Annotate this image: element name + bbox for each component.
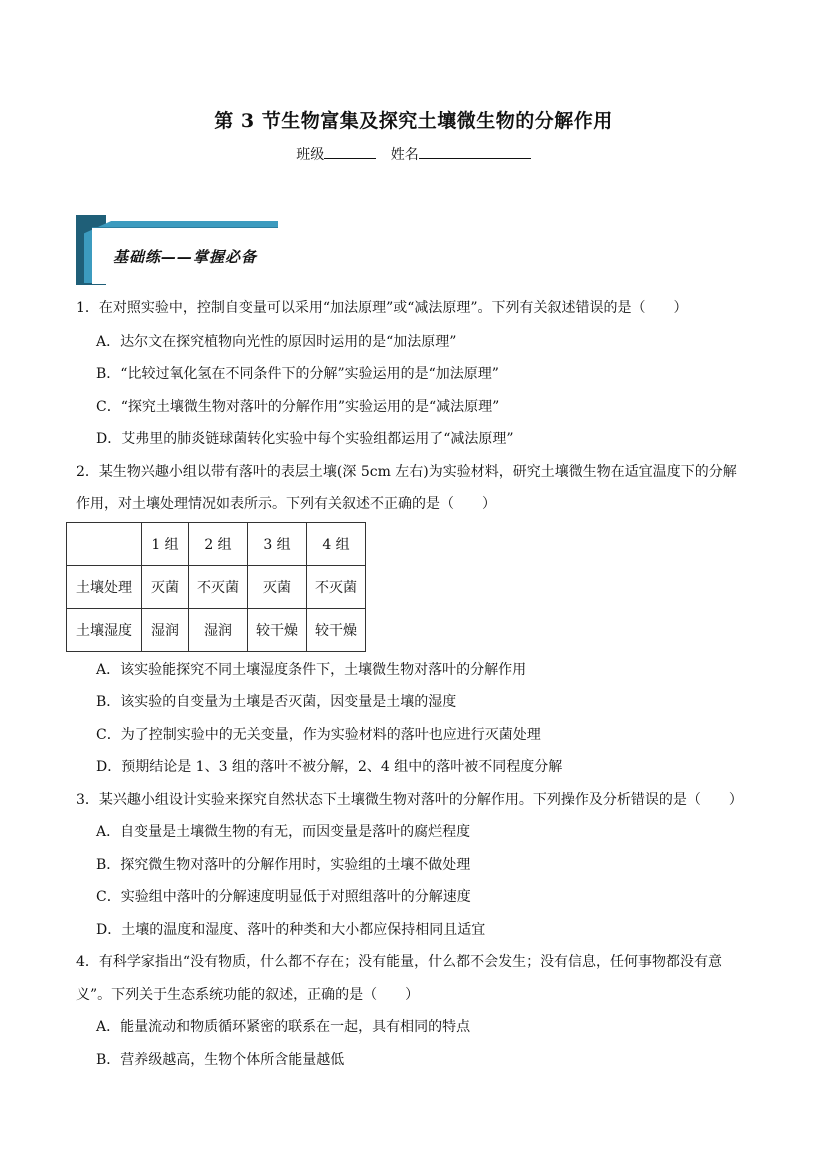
table-cell: 湿润 [142, 609, 189, 652]
name-blank [419, 144, 531, 159]
table-cell: 较干燥 [248, 609, 307, 652]
question-2-option-c: C．为了控制实验中的无关变量，作为实验材料的落叶也应进行灭菌处理 [96, 727, 541, 743]
table-cell: 灭菌 [248, 566, 307, 609]
table-cell: 灭菌 [142, 566, 189, 609]
question-2-option-d: D．预期结论是 1、3 组的落叶不被分解，2、4 组中的落叶被不同程度分解 [96, 759, 563, 775]
question-2-stem-line-1: 2．某生物兴趣小组以带有落叶的表层土壤(深 5cm 左右)为实验材料，研究土壤微生物在适宜温度下的分解 [76, 464, 737, 480]
question-4-stem-line-1: 4．有科学家指出“没有物质，什么都不存在；没有能量，什么都不会发生；没有信息，任何事物都没有意 [76, 954, 723, 970]
table-cell: 3 组 [248, 523, 307, 566]
table-cell [67, 523, 142, 566]
class-label: 班级 [296, 147, 325, 163]
question-3-option-d: D．土壤的温度和湿度、落叶的种类和大小都应保持相同且适宜 [96, 922, 486, 938]
table-header-row [67, 523, 366, 566]
question-1-stem: 1．在对照实验中，控制自变量可以采用“加法原理”或“减法原理”。下列有关叙述错误的是（ ） [76, 300, 688, 316]
banner-label-box [92, 227, 278, 284]
table-cell: 不灭菌 [189, 566, 248, 609]
question-2-option-b: B．该实验的自变量为土壤是否灭菌，因变量是土壤的湿度 [96, 694, 457, 710]
class-blank [324, 144, 376, 159]
table-cell: 较干燥 [307, 609, 366, 652]
question-3-option-c: C．实验组中落叶的分解速度明显低于对照组落叶的分解速度 [96, 889, 471, 905]
question-2-stem-line-2: 作用，对土壤处理情况如表所示。下列有关叙述不正确的是（ ） [76, 496, 496, 512]
table-cell: 土壤处理 [67, 566, 142, 609]
question-3-option-a: A．自变量是土壤微生物的有无，而因变量是落叶的腐烂程度 [96, 824, 471, 840]
question-4-stem-line-2: 义”。下列关于生态系统功能的叙述，正确的是（ ） [76, 987, 420, 1003]
name-label: 姓名 [390, 147, 419, 163]
question-1-option-c: C．“探究土壤微生物对落叶的分解作用”实验运用的是“减法原理” [96, 399, 500, 415]
table-cell: 土壤湿度 [67, 609, 142, 652]
table-row [67, 609, 366, 652]
section-banner [76, 215, 280, 285]
class-name-line [0, 144, 827, 164]
table-row [67, 566, 366, 609]
table-cell: 2 组 [189, 523, 248, 566]
question-4-option-a: A．能量流动和物质循环紧密的联系在一起，具有相同的特点 [96, 1019, 471, 1035]
question-1-option-b: B．“比较过氧化氢在不同条件下的分解”实验运用的是“加法原理” [96, 366, 499, 382]
page-title: 第 3 节生物富集及探究土壤微生物的分解作用 [214, 110, 613, 132]
table-cell: 湿润 [189, 609, 248, 652]
question-1-option-a: A．达尔文在探究植物向光性的原因时运用的是“加法原理” [96, 334, 457, 350]
question-3-stem: 3．某兴趣小组设计实验来探究自然状态下土壤微生物对落叶的分解作用。下列操作及分析错误的是（ ） [76, 792, 743, 808]
table-cell: 不灭菌 [307, 566, 366, 609]
question-3-option-b: B．探究微生物对落叶的分解作用时，实验组的土壤不做处理 [96, 857, 471, 873]
question-4-option-b: B．营养级越高，生物个体所含能量越低 [96, 1052, 345, 1068]
question-2-option-a: A．该实验能探究不同土壤湿度条件下，土壤微生物对落叶的分解作用 [96, 662, 527, 678]
banner-text: 基础练——掌握必备 [112, 247, 257, 266]
table-cell: 1 组 [142, 523, 189, 566]
table-cell: 4 组 [307, 523, 366, 566]
question-1-option-d: D．艾弗里的肺炎链球菌转化实验中每个实验组都运用了“减法原理” [96, 431, 514, 447]
soil-treatment-table [66, 522, 366, 652]
